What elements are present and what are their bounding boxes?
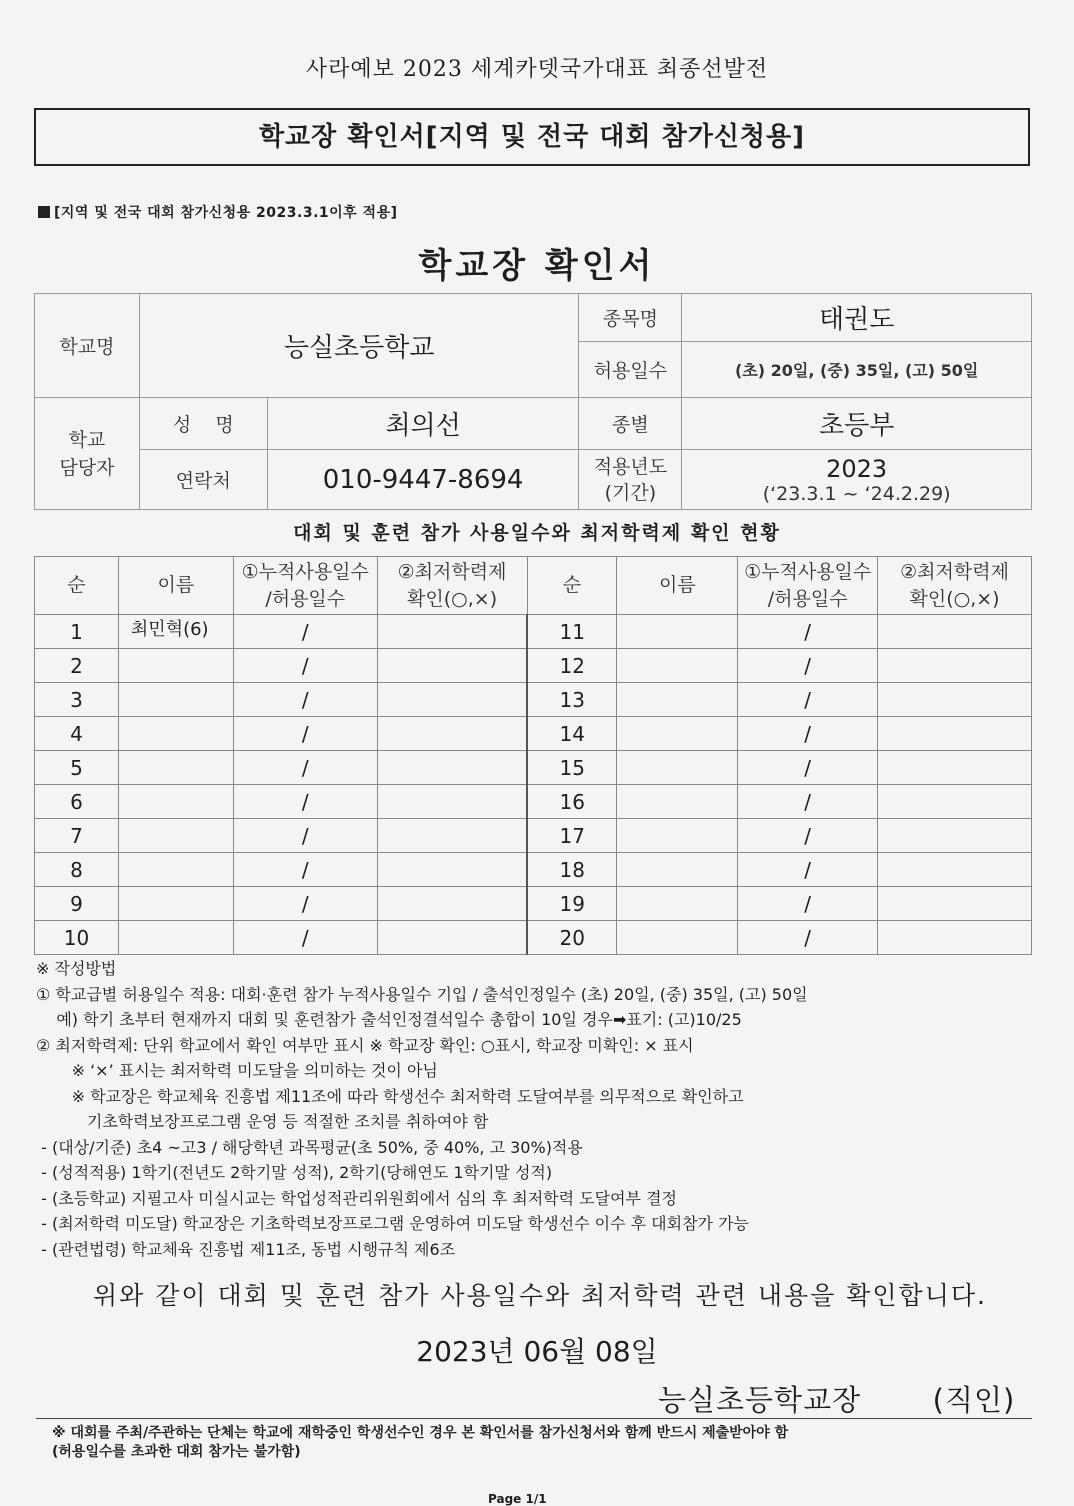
academic-check xyxy=(377,853,527,887)
academic-check xyxy=(878,785,1032,819)
event-value: 태권도 xyxy=(682,294,1032,342)
row-number: 18 xyxy=(527,853,617,887)
competition-title: 사라예보 2023 세계카뎃국가대표 최종선발전 xyxy=(305,57,769,82)
player-name xyxy=(617,853,738,887)
row-number: 7 xyxy=(35,819,119,853)
col-check-right: ②최저학력제 확인(○,×) xyxy=(878,557,1032,615)
row-number: 5 xyxy=(35,751,119,785)
player-name xyxy=(617,819,738,853)
confirmation-statement: 위와 같이 대회 및 훈련 참가 사용일수와 최저학력 관련 내용을 확인합니다. xyxy=(93,1281,987,1310)
footnote: ※ 대회를 주최/주관하는 단체는 학교에 재학중인 학생선수인 경우 본 확인서를 참가신청서와 함께 반드시 제출받아야 함 (허용일수를 초과한 대회 참가는 불가함) xyxy=(52,1425,789,1460)
used-days: / xyxy=(233,819,377,853)
player-name xyxy=(617,615,738,649)
contact-value: 010-9447-8694 xyxy=(267,450,579,510)
year-range: (‘23.3.1 ~ ‘24.2.29) xyxy=(762,482,951,505)
instruction-line: 기초학력보장프로그램 운영 등 적절한 조치를 취하여야 함 xyxy=(36,1112,489,1131)
used-days: / xyxy=(738,921,878,955)
academic-check xyxy=(878,615,1032,649)
player-name xyxy=(617,649,738,683)
col-days-left: ①누적사용일수 /허용일수 xyxy=(233,557,377,615)
instruction-line: - (대상/기준) 초4 ~고3 / 해당학년 과목평균(초 50%, 중 40%, 고 30%)적용 xyxy=(36,1137,583,1157)
school-name-value: 능실초등학교 xyxy=(139,294,579,398)
row-number: 4 xyxy=(35,717,119,751)
player-name xyxy=(118,751,233,785)
player-name xyxy=(118,887,233,921)
table-row xyxy=(35,615,1032,649)
contact-label: 연락처 xyxy=(139,450,267,510)
player-name xyxy=(118,649,233,683)
manager-label: 학교 담당자 xyxy=(35,398,140,510)
academic-check xyxy=(377,649,527,683)
used-days: / xyxy=(738,887,878,921)
player-name xyxy=(617,785,738,819)
player-name xyxy=(617,887,738,921)
manager-name-label: 성 명 xyxy=(139,398,267,450)
year-label: 적용년도 (기간) xyxy=(579,450,682,510)
used-days: / xyxy=(738,683,878,717)
used-days: / xyxy=(738,717,878,751)
row-number: 2 xyxy=(35,649,119,683)
player-name xyxy=(118,819,233,853)
col-days-right: ①누적사용일수 /허용일수 xyxy=(738,557,878,615)
section-title: 대회 및 훈련 참가 사용일수와 최저학력제 확인 현황 xyxy=(293,522,781,544)
table-row xyxy=(35,751,1032,785)
instruction-line: - (최저학력 미도달) 학교장은 기초학력보장프로그램 운영하여 미도달 학생선수 이수 후 대회참가 가능 xyxy=(36,1214,749,1233)
instruction-line: - (성적적용) 1학기(전년도 2학기말 성적), 2학기(당해연도 1학기말 성적) xyxy=(36,1163,553,1182)
row-number: 13 xyxy=(527,683,617,717)
instruction-line: ※ 작성방법 xyxy=(36,959,117,978)
used-days: / xyxy=(233,751,377,785)
document-box-title: 학교장 확인서[지역 및 전국 대회 참가신청용] xyxy=(34,108,1030,166)
row-number: 12 xyxy=(527,649,617,683)
col-no-right: 순 xyxy=(527,557,617,615)
academic-check xyxy=(377,751,527,785)
used-days: / xyxy=(233,683,377,717)
row-number: 20 xyxy=(527,921,617,955)
application-note xyxy=(38,202,398,222)
row-number: 14 xyxy=(527,717,617,751)
table-row xyxy=(35,717,1032,751)
application-note-text: [지역 및 전국 대회 참가신청용 2023.3.1이후 적용] xyxy=(54,205,398,221)
table-row xyxy=(35,819,1032,853)
table-row xyxy=(35,921,1032,955)
instruction-line: ※ 학교장은 학교체육 진흥법 제11조에 따라 학생선수 최저학력 도달여부를 의무적으로 확인하고 xyxy=(36,1086,744,1106)
page-number: Page 1/1 xyxy=(488,1492,547,1506)
table-row xyxy=(35,887,1032,921)
col-name-right: 이름 xyxy=(617,557,738,615)
player-name xyxy=(118,785,233,819)
table-row xyxy=(35,785,1032,819)
col-no-left: 순 xyxy=(35,557,119,615)
academic-check xyxy=(878,819,1032,853)
writing-instructions xyxy=(36,956,1046,1262)
division-value: 초등부 xyxy=(682,398,1032,450)
issue-date: 2023년 06월 08일 xyxy=(416,1335,658,1368)
page-title: 학교장 확인서 xyxy=(418,246,656,286)
player-name xyxy=(118,717,233,751)
row-number: 10 xyxy=(35,921,119,955)
year-value: 2023 xyxy=(826,454,888,483)
player-name: 최민혁(6) xyxy=(118,615,233,649)
academic-check xyxy=(878,853,1032,887)
row-number: 3 xyxy=(35,683,119,717)
row-number: 9 xyxy=(35,887,119,921)
player-name xyxy=(617,751,738,785)
used-days: / xyxy=(738,751,878,785)
used-days: / xyxy=(738,649,878,683)
row-number: 19 xyxy=(527,887,617,921)
academic-check xyxy=(878,717,1032,751)
used-days: / xyxy=(738,853,878,887)
player-name xyxy=(118,853,233,887)
academic-check xyxy=(878,887,1032,921)
instruction-line: 예) 학기 초부터 현재까지 대회 및 훈련참가 출석인정결석일수 총합이 10일 경우➡표기: (고)10/25 xyxy=(36,1010,742,1029)
division-label: 종별 xyxy=(579,398,682,450)
player-name xyxy=(617,683,738,717)
row-number: 17 xyxy=(527,819,617,853)
row-number: 6 xyxy=(35,785,119,819)
school-name-label: 학교명 xyxy=(35,294,140,398)
year-cell xyxy=(682,450,1032,510)
used-days: / xyxy=(233,785,377,819)
player-name xyxy=(118,921,233,955)
academic-check xyxy=(377,887,527,921)
table-row xyxy=(35,853,1032,887)
academic-check xyxy=(377,717,527,751)
row-number: 8 xyxy=(35,853,119,887)
square-bullet-icon xyxy=(38,206,50,218)
row-number: 15 xyxy=(527,751,617,785)
academic-check xyxy=(878,921,1032,955)
used-days: / xyxy=(233,887,377,921)
player-name xyxy=(118,683,233,717)
academic-check xyxy=(878,683,1032,717)
used-days: / xyxy=(233,717,377,751)
used-days: / xyxy=(233,649,377,683)
academic-check xyxy=(878,649,1032,683)
used-days: / xyxy=(233,921,377,955)
used-days: / xyxy=(738,615,878,649)
event-label: 종목명 xyxy=(579,294,682,342)
manager-name-value: 최의선 xyxy=(267,398,579,450)
instruction-line: - (초등학교) 지필고사 미실시교는 학업성적관리위원회에서 심의 후 최저학력 도달여부 결정 xyxy=(36,1188,677,1208)
academic-check xyxy=(878,751,1032,785)
allowed-days-value: (초) 20일, (중) 35일, (고) 50일 xyxy=(682,342,1032,398)
academic-check xyxy=(377,785,527,819)
row-number: 1 xyxy=(35,615,119,649)
school-info-table xyxy=(34,293,1032,510)
col-name-left: 이름 xyxy=(118,557,233,615)
table-row xyxy=(35,649,1032,683)
table-row xyxy=(35,683,1032,717)
instruction-line: ① 학교급별 허용일수 적용: 대회·훈련 참가 누적사용일수 기입 / 출석인정일수 (초) 20일, (중) 35일, (고) 50일 xyxy=(36,984,808,1004)
used-days: / xyxy=(738,785,878,819)
row-number: 11 xyxy=(527,615,617,649)
principal-signature: 능실초등학교장 (직인) xyxy=(658,1383,1016,1417)
instruction-line: - (관련법령) 학교체육 진흥법 제11조, 동법 시행규칙 제6조 xyxy=(36,1239,456,1259)
used-days: / xyxy=(233,615,377,649)
allowed-days-label: 허용일수 xyxy=(579,342,682,398)
instruction-line: ② 최저학력제: 단위 학교에서 확인 여부만 표시 ※ 학교장 확인: ○표시, 학교장 미확인: × 표시 xyxy=(36,1035,694,1055)
divider-line xyxy=(36,1418,1032,1419)
academic-check xyxy=(377,615,527,649)
used-days: / xyxy=(233,853,377,887)
instruction-line: ※ ‘×’ 표시는 최저학력 미도달을 의미하는 것이 아님 xyxy=(36,1061,438,1080)
academic-check xyxy=(377,921,527,955)
col-check-left: ②최저학력제 확인(○,×) xyxy=(377,557,527,615)
academic-check xyxy=(377,819,527,853)
player-name xyxy=(617,921,738,955)
row-number: 16 xyxy=(527,785,617,819)
usage-table xyxy=(34,556,1032,955)
academic-check xyxy=(377,683,527,717)
player-name xyxy=(617,717,738,751)
used-days: / xyxy=(738,819,878,853)
